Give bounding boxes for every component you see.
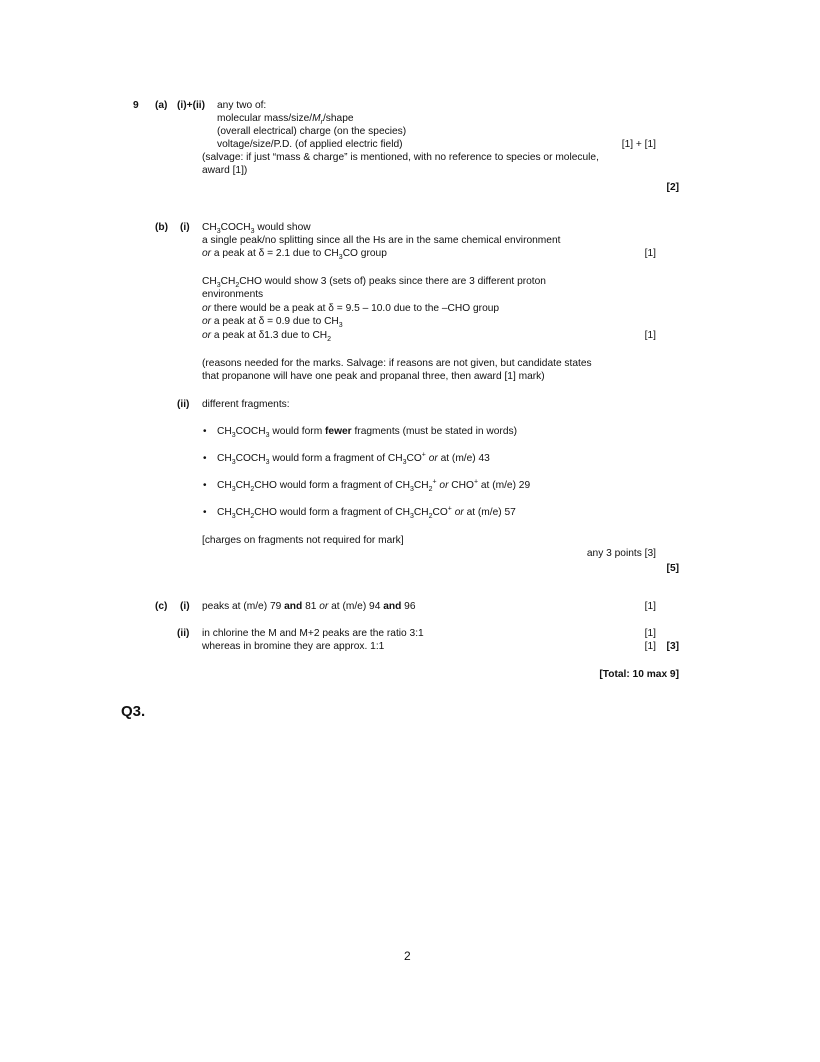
- part-b-total: [5]: [666, 563, 679, 574]
- part-b-i-line-2: a single peak/no splitting since all the Hs are in the same chemical environment: [202, 235, 561, 246]
- bullet-icon: •: [203, 507, 207, 518]
- part-c-i-label: (i): [180, 601, 190, 612]
- fragment-point-1: $CH_3COCH_3$ would form fewer fragments (must be stated in words): [217, 426, 517, 440]
- bullet-icon: •: [203, 426, 207, 437]
- part-b-i-line-8: or a peak at δ1.3 due to $CH_2$: [202, 330, 332, 344]
- page-number: 2: [404, 949, 411, 963]
- part-b-ii-any-3: any 3 points [3]: [586, 548, 656, 559]
- part-a-salvage-2: award [1]): [202, 165, 248, 176]
- part-c-ii-label: (ii): [177, 628, 190, 639]
- grand-total: [Total: 10 max 9]: [599, 669, 679, 680]
- part-c-ii-mark-2: [1]: [644, 641, 656, 652]
- part-a-total: [2]: [666, 182, 679, 193]
- part-a-line-1: molecular mass/$size/M_r$/shape: [217, 113, 354, 127]
- part-c-i-mark: [1]: [644, 601, 656, 612]
- part-a-lead: any two of:: [217, 100, 267, 111]
- bullet-icon: •: [203, 480, 207, 491]
- part-b-i-salvage-2: that propanone will have one peak and propanal three, then award [1] mark): [202, 371, 545, 382]
- part-a-line-3-mark: [1] + [1]: [621, 139, 656, 150]
- part-b-i-mark-1: [1]: [644, 248, 656, 259]
- q3-heading: Q3.: [121, 703, 146, 720]
- part-b-i-line-3: or a peak at δ = 2.1 due to $CH_3CO$ group: [202, 248, 387, 262]
- part-b-i-line-1: $CH_3COCH_3$ would show: [202, 222, 311, 236]
- fragment-point-2: $CH_3COCH_3$ would form a fragment of $CH_3CO^+$ or at (m/e) 43: [217, 451, 490, 467]
- part-a-sub-label: (i)+(ii): [177, 100, 206, 111]
- fragment-point-3: $CH_3CH_2CHO$ would form a fragment of $CH_3CH_2^+$ or CHO+ at (m/e) 29: [217, 478, 531, 494]
- part-c-i-text: peaks at (m/e) 79 and 81 or at (m/e) 94 and 96: [202, 601, 416, 612]
- part-b-i-label: (i): [180, 222, 190, 233]
- question-number: 9: [133, 100, 139, 111]
- part-b-i-line-5: environments: [202, 289, 264, 300]
- part-c-total: [3]: [666, 641, 679, 652]
- part-c-ii-line-2: whereas in bromine they are approx. 1:1: [202, 641, 385, 652]
- bullet-icon: •: [203, 453, 207, 464]
- part-b-i-line-4: $CH_3CH_2CHO$ would show 3 (sets of) peaks since there are 3 different proton: [202, 276, 546, 290]
- part-c-ii-mark-1: [1]: [644, 628, 656, 639]
- part-b-i-line-6: or there would be a peak at δ = 9.5 – 10.0 due to the –CHO group: [202, 303, 500, 314]
- fragment-point-4: $CH_3CH_2CHO$ would form a fragment of $CH_3CH_2CO^+$ or at (m/e) 57: [217, 505, 516, 521]
- part-a-salvage-1: (salvage: if just “mass & charge” is mentioned, with no reference to species or molecule,: [202, 152, 599, 163]
- part-b-i-mark-2: [1]: [644, 330, 656, 341]
- part-b-label: (b): [155, 222, 169, 233]
- part-b-i-line-7: or a peak at δ = 0.9 due to $CH_3$: [202, 316, 343, 330]
- part-a-line-3: voltage/size/P.D. (of applied electric field): [217, 139, 403, 150]
- part-b-i-salvage-1: (reasons needed for the marks. Salvage: if reasons are not given, but candidate states: [202, 358, 592, 369]
- part-a-line-2: (overall electrical) charge (on the species): [217, 126, 407, 137]
- part-b-ii-label: (ii): [177, 399, 190, 410]
- part-c-ii-line-1: in chlorine the M and M+2 peaks are the ratio 3:1: [202, 628, 424, 639]
- part-b-ii-lead: different fragments:: [202, 399, 290, 410]
- part-b-ii-note: [charges on fragments not required for mark]: [202, 535, 404, 546]
- part-a-label: (a): [155, 100, 168, 111]
- part-c-label: (c): [155, 601, 168, 612]
